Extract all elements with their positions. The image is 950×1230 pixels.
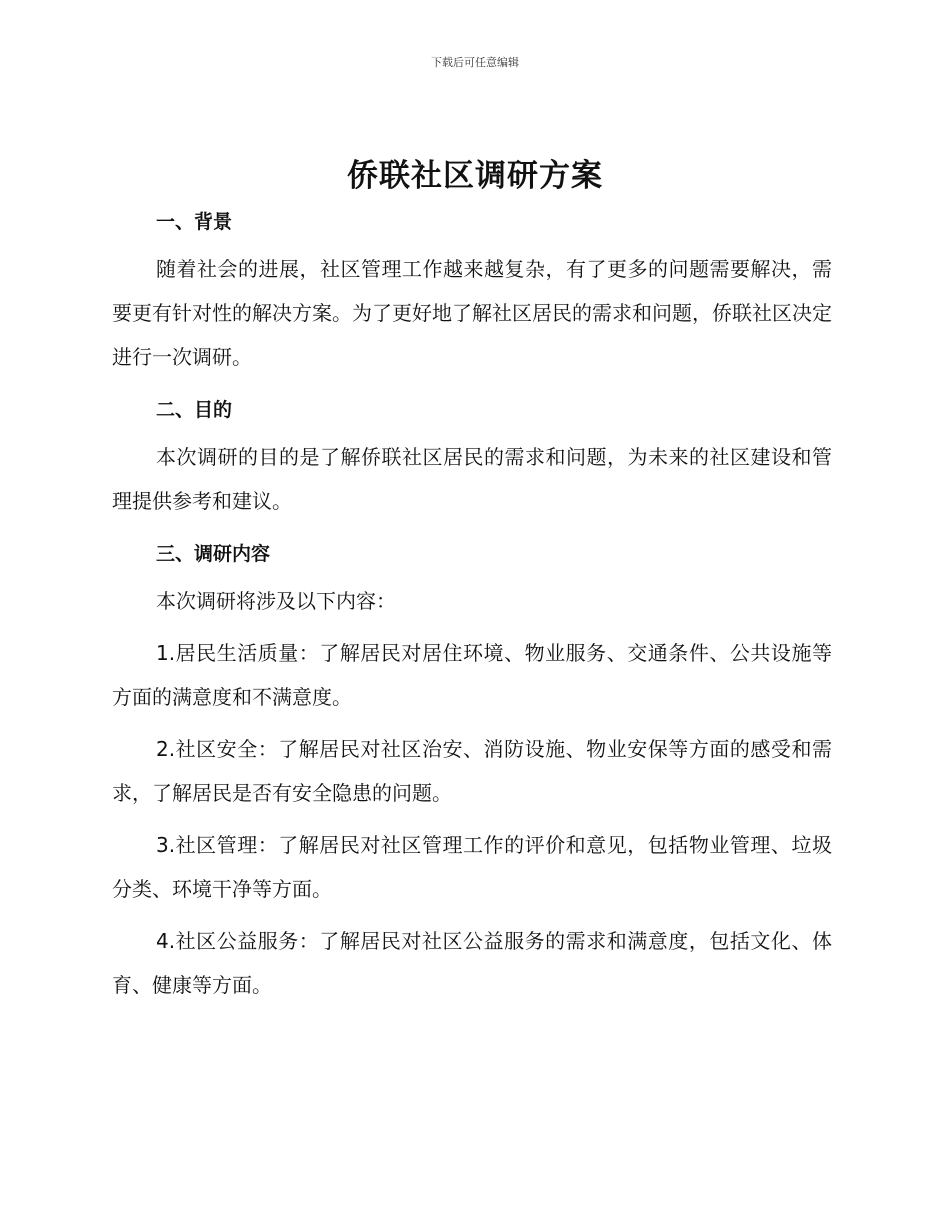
paragraph-item-2: 2.社区安全：了解居民对社区治安、消防设施、物业安保等方面的感受和需求，了解居民是否有安全隐患的问题。 <box>112 737 832 805</box>
paragraph-content-intro: 本次调研将涉及以下内容： <box>156 589 396 613</box>
document-body <box>112 205 832 1007</box>
paragraph-item-4: 4.社区公益服务：了解居民对社区公益服务的需求和满意度，包括文化、体育、健康等方面。 <box>112 929 832 997</box>
paragraph-item-3: 3.社区管理：了解居民对社区管理工作的评价和意见，包括物业管理、垃圾分类、环境干净等方面。 <box>112 833 832 901</box>
paragraph-item-1: 1.居民生活质量：了解居民对居住环境、物业服务、交通条件、公共设施等方面的满意度和不满意度。 <box>112 641 832 709</box>
header-note: 下载后可任意编辑 <box>431 56 519 69</box>
paragraph-purpose: 本次调研的目的是了解侨联社区居民的需求和问题，为未来的社区建设和管理提供参考和建议。 <box>112 445 832 513</box>
section-heading-purpose: 二、目的 <box>156 399 233 421</box>
paragraph-background: 随着社会的进展，社区管理工作越来越复杂，有了更多的问题需要解决，需要更有针对性的解决方案。为了更好地了解社区居民的需求和问题，侨联社区决定进行一次调研。 <box>112 257 832 369</box>
document-title: 侨联社区调研方案 <box>347 158 603 194</box>
section-heading-content: 三、调研内容 <box>156 543 271 565</box>
section-heading-background: 一、背景 <box>156 211 233 233</box>
